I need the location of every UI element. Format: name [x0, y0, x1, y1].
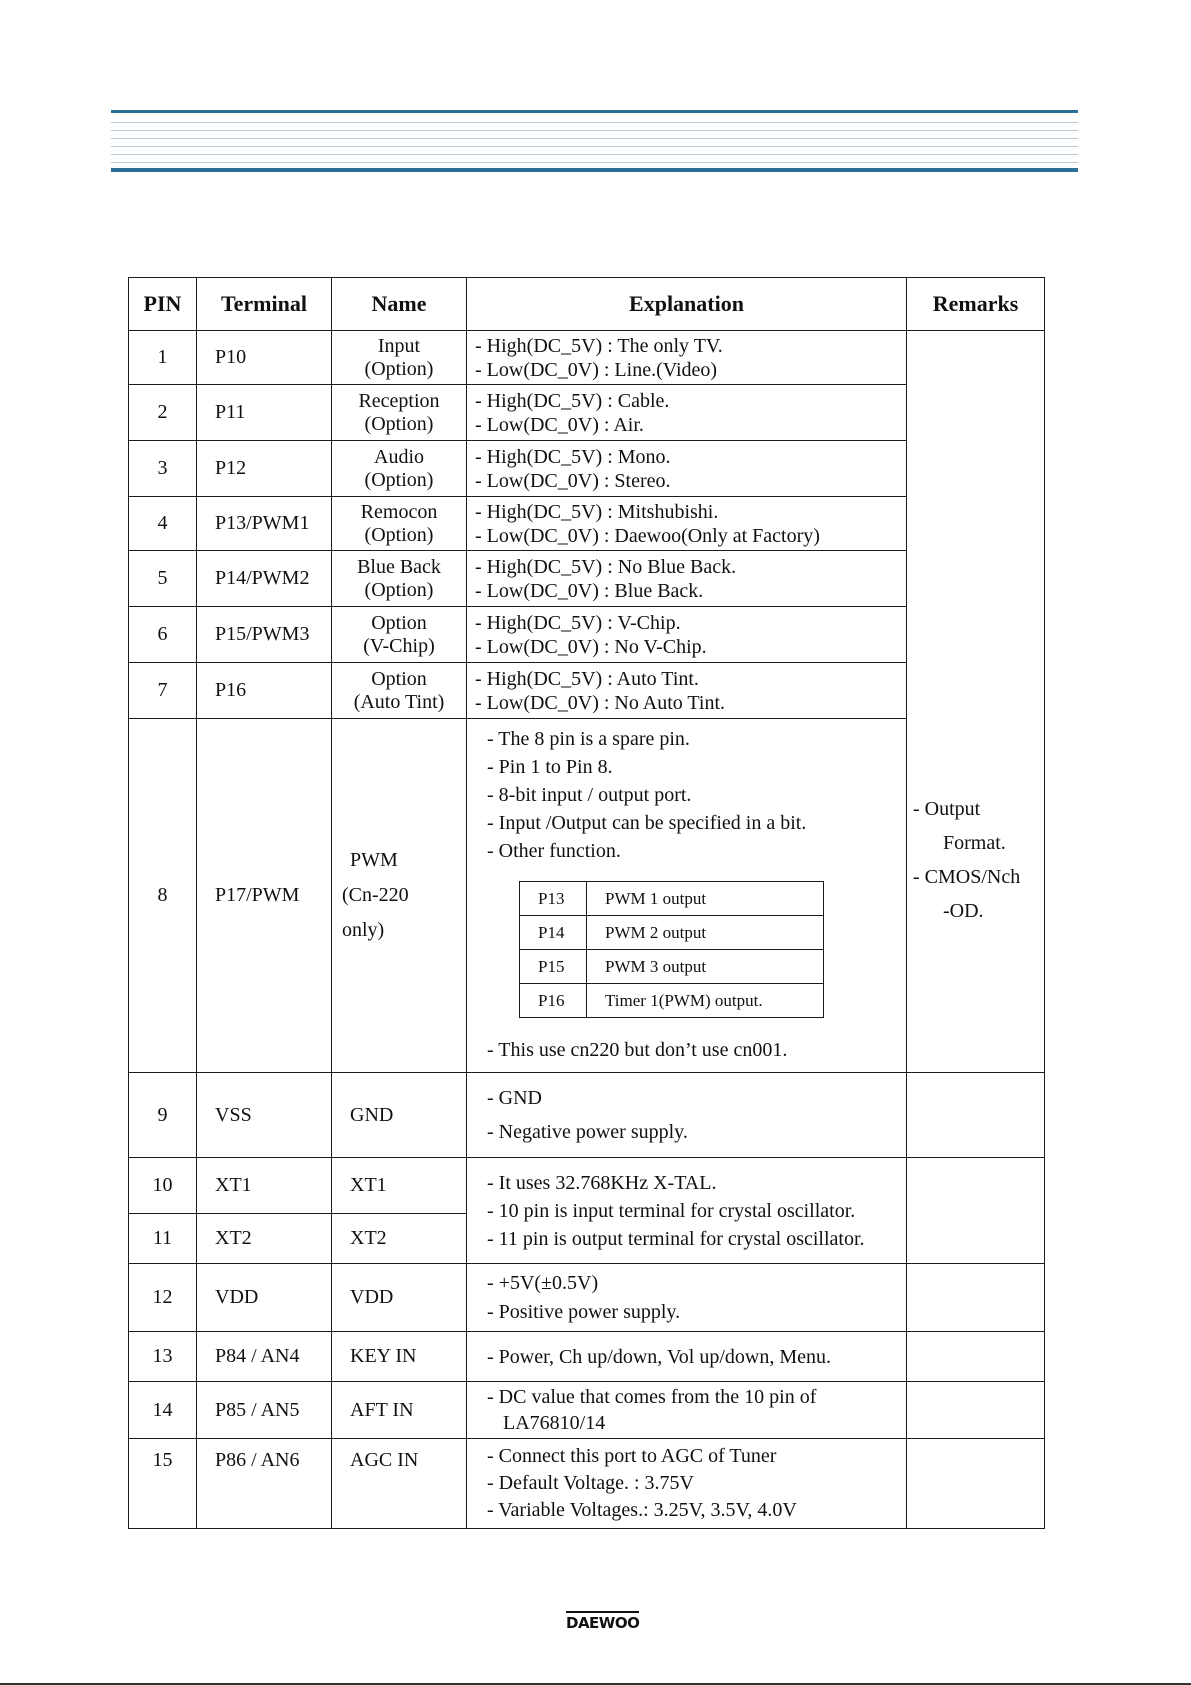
header-terminal: Terminal [197, 278, 332, 331]
header-explanation: Explanation [467, 278, 907, 331]
pin-number: 10 [129, 1158, 197, 1214]
terminal: P85 / AN5 [197, 1382, 332, 1439]
pin-name: Option (V-Chip) [332, 607, 467, 663]
pin-number: 6 [129, 607, 197, 663]
explanation: - Power, Ch up/down, Vol up/down, Menu. [467, 1332, 907, 1382]
explanation: - High(DC_5V) : Auto Tint. - Low(DC_0V) : No Auto Tint. [467, 663, 907, 719]
terminal: P84 / AN4 [197, 1332, 332, 1382]
pin-table [128, 277, 1045, 1529]
explanation: - The 8 pin is a spare pin. - Pin 1 to Pin 8. - 8-bit input / output port. - Input /Output can be specified in a bit. - Other function. P13 PWM 1 output P14 PWM 2 output P15 PWM 3 output P16 Timer 1(PWM) output. - This use cn220 but don’t use cn001. [467, 719, 907, 1073]
remark-line: Format. [943, 831, 1006, 854]
explanation: - High(DC_5V) : The only TV. - Low(DC_0V) : Line.(Video) [467, 331, 907, 385]
pin-name: Blue Back (Option) [332, 551, 467, 607]
row8-note: - This use cn220 but don’t use cn001. [487, 1039, 788, 1061]
explanation: - Connect this port to AGC of Tuner - Default Voltage. : 3.75V - Variable Voltages.: 3.25V, 3.5V, 4.0V [467, 1439, 907, 1529]
terminal: P86 / AN6 [197, 1439, 332, 1529]
pin-name: AGC IN [332, 1439, 467, 1529]
table-header-row [129, 278, 1045, 331]
pin-number: 11 [129, 1214, 197, 1264]
pin-name: Remocon (Option) [332, 497, 467, 551]
explanation: - It uses 32.768KHz X-TAL. - 10 pin is input terminal for crystal oscillator. - 11 pin is output terminal for crystal oscillator. [467, 1158, 907, 1264]
pin-number: 9 [129, 1073, 197, 1158]
terminal: P12 [197, 441, 332, 497]
explanation: - High(DC_5V) : V-Chip. - Low(DC_0V) : No V-Chip. [467, 607, 907, 663]
pin-name: XT2 [332, 1214, 467, 1264]
remark-line: -OD. [943, 899, 984, 922]
pin-number: 2 [129, 385, 197, 441]
explanation: - DC value that comes from the 10 pin of LA76810/14 [467, 1382, 907, 1439]
sub-table-row: P14 PWM 2 output [520, 916, 824, 950]
terminal: XT2 [197, 1214, 332, 1264]
explanation: - High(DC_5V) : Mono. - Low(DC_0V) : Stereo. [467, 441, 907, 497]
remarks-empty [907, 1439, 1045, 1529]
remark-line: - CMOS/Nch [913, 865, 1021, 888]
table-row [129, 331, 1045, 385]
terminal: P14/PWM2 [197, 551, 332, 607]
pin-name: GND [332, 1073, 467, 1158]
terminal: P16 [197, 663, 332, 719]
remarks-empty [907, 1158, 1045, 1264]
pin-name: Input (Option) [332, 331, 467, 385]
sub-table-row: P13 PWM 1 output [520, 882, 824, 916]
explanation: - High(DC_5V) : Cable. - Low(DC_0V) : Air. [467, 385, 907, 441]
remarks-cell [907, 331, 1045, 1073]
pin-name: Reception (Option) [332, 385, 467, 441]
terminal: XT1 [197, 1158, 332, 1214]
table-row [129, 1073, 1045, 1158]
remarks-empty [907, 1264, 1045, 1332]
header-band [111, 110, 1078, 174]
terminal: P10 [197, 331, 332, 385]
table-row [129, 1439, 1045, 1529]
table-row [129, 1382, 1045, 1439]
sub-table-row: P15 PWM 3 output [520, 950, 824, 984]
pin-name: PWM (Cn-220 only) [332, 719, 467, 1073]
explanation: - +5V(±0.5V) - Positive power supply. [467, 1264, 907, 1332]
table-row [129, 1158, 1045, 1214]
pin-number: 12 [129, 1264, 197, 1332]
remarks-empty [907, 1382, 1045, 1439]
remarks-empty [907, 1332, 1045, 1382]
pin-number: 4 [129, 497, 197, 551]
table-row [129, 1264, 1045, 1332]
terminal: P17/PWM [197, 719, 332, 1073]
pin-number: 15 [129, 1439, 197, 1529]
daewoo-logo: DAEWOO [566, 1614, 640, 1632]
header-remarks: Remarks [907, 278, 1045, 331]
terminal: VSS [197, 1073, 332, 1158]
pwm-function-table [519, 881, 824, 1018]
pin-name: XT1 [332, 1158, 467, 1214]
pin-number: 7 [129, 663, 197, 719]
pin-number: 3 [129, 441, 197, 497]
pin-number: 1 [129, 331, 197, 385]
remark-line: - Output [913, 797, 981, 820]
header-name: Name [332, 278, 467, 331]
pin-name: KEY IN [332, 1332, 467, 1382]
pin-number: 8 [129, 719, 197, 1073]
remarks-empty [907, 1073, 1045, 1158]
header-pin: PIN [129, 278, 197, 331]
explanation: - High(DC_5V) : Mitshubishi. - Low(DC_0V) : Daewoo(Only at Factory) [467, 497, 907, 551]
terminal: VDD [197, 1264, 332, 1332]
pin-name: VDD [332, 1264, 467, 1332]
pin-number: 5 [129, 551, 197, 607]
pin-name: Audio (Option) [332, 441, 467, 497]
pin-name: Option (Auto Tint) [332, 663, 467, 719]
table-row [129, 1332, 1045, 1382]
sub-table-row: P16 Timer 1(PWM) output. [520, 984, 824, 1018]
terminal: P13/PWM1 [197, 497, 332, 551]
explanation: - GND - Negative power supply. [467, 1073, 907, 1158]
pin-name: AFT IN [332, 1382, 467, 1439]
terminal: P15/PWM3 [197, 607, 332, 663]
explanation: - High(DC_5V) : No Blue Back. - Low(DC_0V) : Blue Back. [467, 551, 907, 607]
pin-number: 13 [129, 1332, 197, 1382]
pin-number: 14 [129, 1382, 197, 1439]
terminal: P11 [197, 385, 332, 441]
